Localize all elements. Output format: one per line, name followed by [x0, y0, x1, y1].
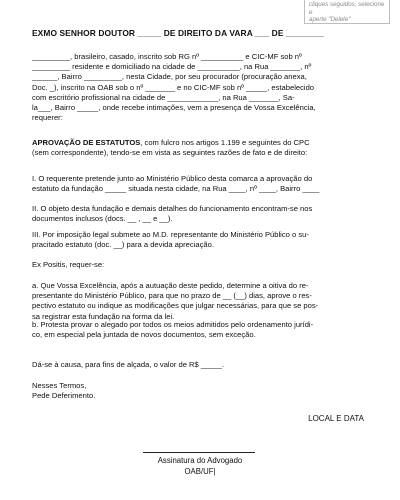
item-line: I. O requerente pretende junto ao Ministério Público desta comarca a aprovação do [32, 174, 313, 183]
item-line: estatuto da fundação _____ situada nesta cidade, na Rua ____, nº ____, Bairro ____ [32, 184, 320, 194]
item-line: II. O objeto desta fundação e demais detalhes do funcionamento encontram-se nos [32, 204, 313, 213]
intro-line: _________ residente e domiciliado na cidade de __________, na Rua _______, nº [32, 62, 312, 72]
closing-line: Pede Deferimento. [32, 391, 96, 401]
signature-block [120, 456, 280, 477]
signature-oab: OAB/UF| [184, 466, 216, 476]
request-line: presentante do Ministério Público, para que no prazo de __ (__) dias, aprove o res- [32, 291, 312, 301]
case-value-line: Dá-se à causa, para fins de alçada, o valor de R$ _____. [32, 360, 225, 369]
item-line: pracitado estatuto (doc. __) para a devida apreciação. [32, 240, 214, 250]
approval-title: APROVAÇÃO DE ESTATUTOS [32, 138, 141, 147]
item-line: documentos inclusos (docs. __ , __ e __). [32, 214, 173, 224]
request-line: sa registrar esta fundação na forma da lei. [32, 311, 175, 321]
note-line: cliques seguidos, selecione e [309, 1, 385, 16]
intro-line: com escritório profissional na cidade de ____________, na Rua _______, Sa- [32, 92, 295, 102]
approval-line: (sem correspondente), tendo-se em vista as seguintes razões de fato e de direito: [32, 148, 308, 158]
intro-line: ______, Bairro _________, nesta Cidade, por seu procurador (procuração anexa, [32, 72, 307, 82]
approval-line [32, 138, 370, 148]
request-line: pectivo estatuto ou indique as modificações que julgar necessárias, para que se pos- [32, 301, 319, 311]
request-a-paragraph [32, 281, 370, 322]
request-line: co, em especial pela juntada de novos documentos, sem exceção. [32, 330, 256, 340]
intro-line: la___, Bairro _____, onde recebe intimações, vem a presença de Vossa Excelência, [32, 103, 316, 113]
note-line: aperte "Delete" [309, 16, 351, 24]
closing-formula [32, 381, 232, 401]
item-3-paragraph [32, 230, 370, 250]
item-1-paragraph [32, 174, 370, 194]
intro-paragraph [32, 52, 370, 123]
request-line: a. Que Vossa Excelência, após a autuação deste pedido, determine a oitiva do re- [32, 281, 309, 290]
instruction-note [304, 0, 390, 24]
intro-line: Doc. _), inscrito na OAB sob o nº _______ e no CIC-MF sob nº _____, estabelecido [32, 82, 315, 92]
request-line: b. Protesta provar o alegado por todos os meios admitidos pelo ordenamento jurídi- [32, 320, 314, 329]
approval-paragraph [32, 138, 370, 158]
signature-line [143, 452, 255, 453]
request-b-paragraph [32, 320, 370, 340]
local-date: LOCAL E DATA [308, 414, 364, 423]
intro-line: _________, brasileiro, casado, inscrito sob RG nº __________ e CIC-MF sob nº [32, 52, 302, 61]
document-heading: EXMO SENHOR DOUTOR _____ DE DIREITO DA VARA ___ DE ________ [32, 28, 324, 38]
item-line: III. Por imposição legal submete ao M.D. representante do Ministério Público o su- [32, 230, 309, 239]
intro-line: requerer: [32, 113, 63, 123]
closing-line: Nesses Termos, [32, 381, 87, 390]
ex-positis: Ex Positis, requer-se: [32, 260, 105, 269]
item-2-paragraph [32, 204, 370, 224]
signature-name: Assinatura do Advogado [157, 456, 243, 465]
approval-line-rest: , com fulcro nos artigos 1.199 e seguintes do CPC [140, 138, 310, 147]
